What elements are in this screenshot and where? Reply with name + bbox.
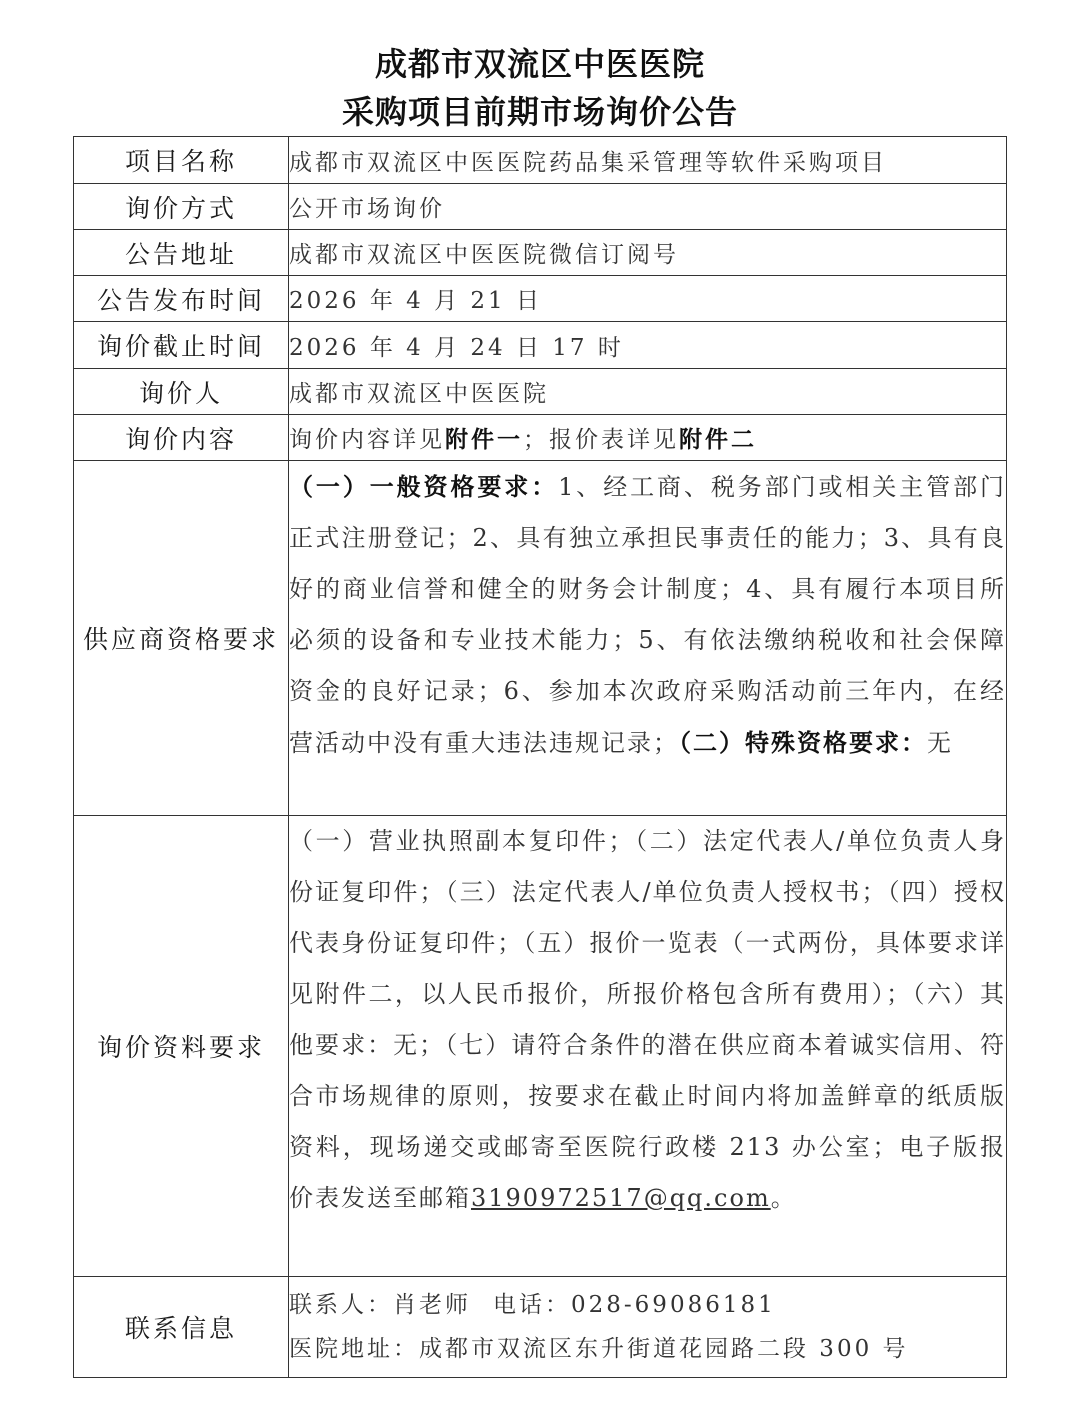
attachment-1-ref: 附件一: [445, 426, 523, 453]
special-qualification-text: 无: [927, 729, 953, 757]
deadline-value: 2026 年 4 月 24 日 17 时: [289, 322, 1007, 369]
row-publish-time: [74, 276, 1007, 322]
row-inquirer: [74, 369, 1007, 415]
row-inquiry-content: [74, 415, 1007, 461]
contact-phone: 电话：028-69086181: [493, 1292, 776, 1318]
row-contact: [74, 1277, 1007, 1378]
inquiry-content-part2: ；报价表详见: [523, 427, 679, 453]
contact-line-1: [289, 1283, 1006, 1327]
publish-time-value: 2026 年 4 月 21 日: [289, 276, 1007, 322]
row-project-name: [74, 137, 1007, 184]
title-line-2: 采购项目前期市场询价公告: [341, 93, 738, 131]
supplier-qualifications-label: 供应商资格要求: [74, 461, 289, 816]
general-qualification-text: 1、经工商、税务部门或相关主管部门正式注册登记；2、具有独立承担民事责任的能力；3、具有良好的商业信誉和健全的财务会计制度；4、具有履行本项目所必须的设备和专业技术能力；5、有依法缴纳税收和社会保障资金的良好记录；6、参加本次政府采购活动前三年内，在经营活动中没有重大违法违规记录；: [289, 473, 1006, 757]
inquiry-method-value: 公开市场询价: [289, 184, 1007, 230]
contact-person: 联系人：肖老师: [289, 1292, 471, 1318]
notice-table: [73, 136, 1007, 1378]
project-name-value: 成都市双流区中医医院药品集采管理等软件采购项目: [289, 137, 1007, 184]
inquiry-content-label: 询价内容: [74, 415, 289, 461]
row-supplier-qualifications: [74, 461, 1007, 816]
row-announce-location: [74, 230, 1007, 276]
email-link[interactable]: 3190972517@qq.com: [471, 1184, 771, 1212]
publish-time-label: 公告发布时间: [74, 276, 289, 322]
announce-location-label: 公告地址: [74, 230, 289, 276]
inquirer-value: 成都市双流区中医医院: [289, 369, 1007, 415]
materials-label: 询价资料要求: [74, 816, 289, 1277]
contact-address: 医院地址：成都市双流区东升街道花园路二段 300 号: [289, 1336, 909, 1362]
special-qualification-heading: （二）特殊资格要求：: [679, 728, 927, 757]
materials-text: （一）营业执照副本复印件；（二）法定代表人/单位负责人身份证复印件；（三）法定代表人/单位负责人授权书；（四）授权代表身份证复印件；（五）报价一览表（一式两份，具体要求详见附件二，以人民币报价，所报价格包含所有费用）；（六）其他要求：无；（七）请符合条件的潜在供应商本着诚实信用、符合市场规律的原则，按要求在截止时间内将加盖鲜章的纸质版资料，现场递交或邮寄至医院行政楼 213 办公室；电子版报价表发送至邮箱: [289, 827, 1006, 1212]
inquiry-method-label: 询价方式: [74, 184, 289, 230]
inquiry-content-value: [289, 415, 1007, 461]
attachment-2-ref: 附件二: [679, 426, 757, 453]
inquiry-content-part1: 询价内容详见: [289, 427, 445, 453]
contact-label: 联系信息: [74, 1277, 289, 1378]
supplier-qualifications-value: [289, 461, 1007, 816]
row-deadline: [74, 322, 1007, 369]
materials-value: [289, 816, 1007, 1277]
row-materials: [74, 816, 1007, 1277]
inquirer-label: 询价人: [74, 369, 289, 415]
contact-value: [289, 1277, 1007, 1378]
announce-location-value: 成都市双流区中医医院微信订阅号: [289, 230, 1007, 276]
materials-end-mark: 。: [770, 1184, 797, 1212]
deadline-label: 询价截止时间: [74, 322, 289, 369]
general-qualification-heading: （一）一般资格要求：: [289, 472, 559, 501]
title-line-1: 成都市双流区中医医院: [374, 45, 705, 83]
notice-title: [0, 40, 1080, 136]
row-inquiry-method: [74, 184, 1007, 230]
project-name-label: 项目名称: [74, 137, 289, 184]
